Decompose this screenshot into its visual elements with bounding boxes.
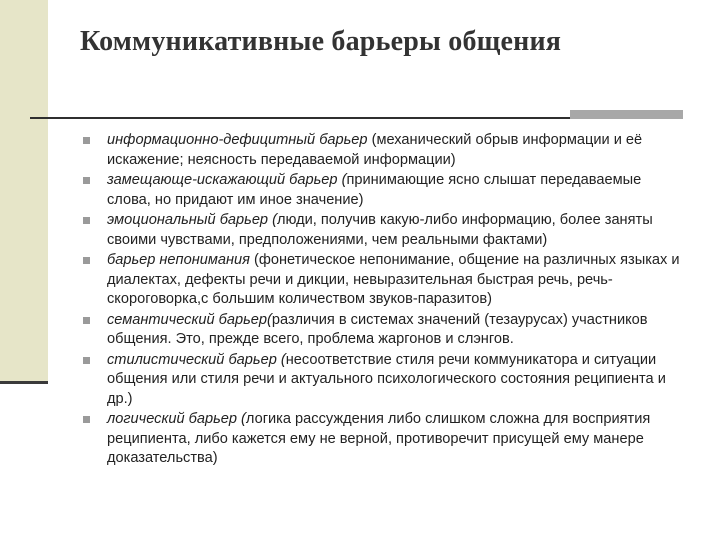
list-item-misunderstanding-barrier <box>81 251 681 310</box>
barrier-term: эмоциональный барьер ( <box>107 212 277 228</box>
barrier-term: семантический барьер( <box>107 311 272 328</box>
list-item-emotional-barrier <box>81 211 681 250</box>
barrier-term: информационно-дефицитный барьер <box>107 132 368 148</box>
barrier-description: (механический обрыв информации и её искажение; неясность передаваемой информации) <box>107 132 643 168</box>
square-bullet-icon <box>83 137 90 144</box>
barrier-description: люди, получив какую-либо информацию, более заняты своими чувствами, предположениями, чем реальными фактами) <box>107 212 653 248</box>
slide-title: Коммуникативные барьеры общения <box>80 26 562 57</box>
list-item-substitution-barrier <box>81 171 681 210</box>
side-decoration-band <box>0 0 48 383</box>
side-decoration-line <box>0 381 48 384</box>
barrier-term: замещающе-искажающий барьер ( <box>107 172 347 188</box>
barrier-term: логический барьер ( <box>107 411 246 427</box>
square-bullet-icon <box>83 317 90 324</box>
square-bullet-icon <box>83 257 90 264</box>
barrier-description: принимающие ясно слышат передаваемые слова, но придают им иное значение) <box>107 172 642 208</box>
square-bullet-icon <box>83 416 90 423</box>
barrier-term: барьер непонимания <box>107 252 250 268</box>
barrier-list <box>81 131 681 470</box>
square-bullet-icon <box>83 357 90 364</box>
list-item-stylistic-barrier <box>81 351 681 410</box>
barrier-description: логика рассуждения либо слишком сложна для восприятия реципиента, либо кажется ему не верной, противоречит присущей ему манере доказательства) <box>107 411 651 466</box>
list-item-semantic-barrier <box>81 311 681 350</box>
barrier-description: различия в системах значений (тезаурусах) участников общения. Это, прежде всего, проблема жаргонов и слэнгов. <box>107 311 648 347</box>
barrier-description: несоответствие стиля речи коммуникатора и ситуации общения или стиля речи и актуального психологического состояния реципиента и др.) <box>107 351 666 407</box>
list-item-information-barrier <box>81 131 681 170</box>
square-bullet-icon <box>83 177 90 184</box>
barrier-description: (фонетическое непонимание, общение на различных языках и диалектах, дефекты речи и дикции, невыразительная быстрая речь, речь-скороговорка,с большим количеством звуков-паразитов) <box>107 252 680 307</box>
barrier-term: стилистический барьер ( <box>107 351 286 368</box>
list-item-logical-barrier <box>81 410 681 469</box>
square-bullet-icon <box>83 217 90 224</box>
title-accent-bar <box>570 110 683 119</box>
